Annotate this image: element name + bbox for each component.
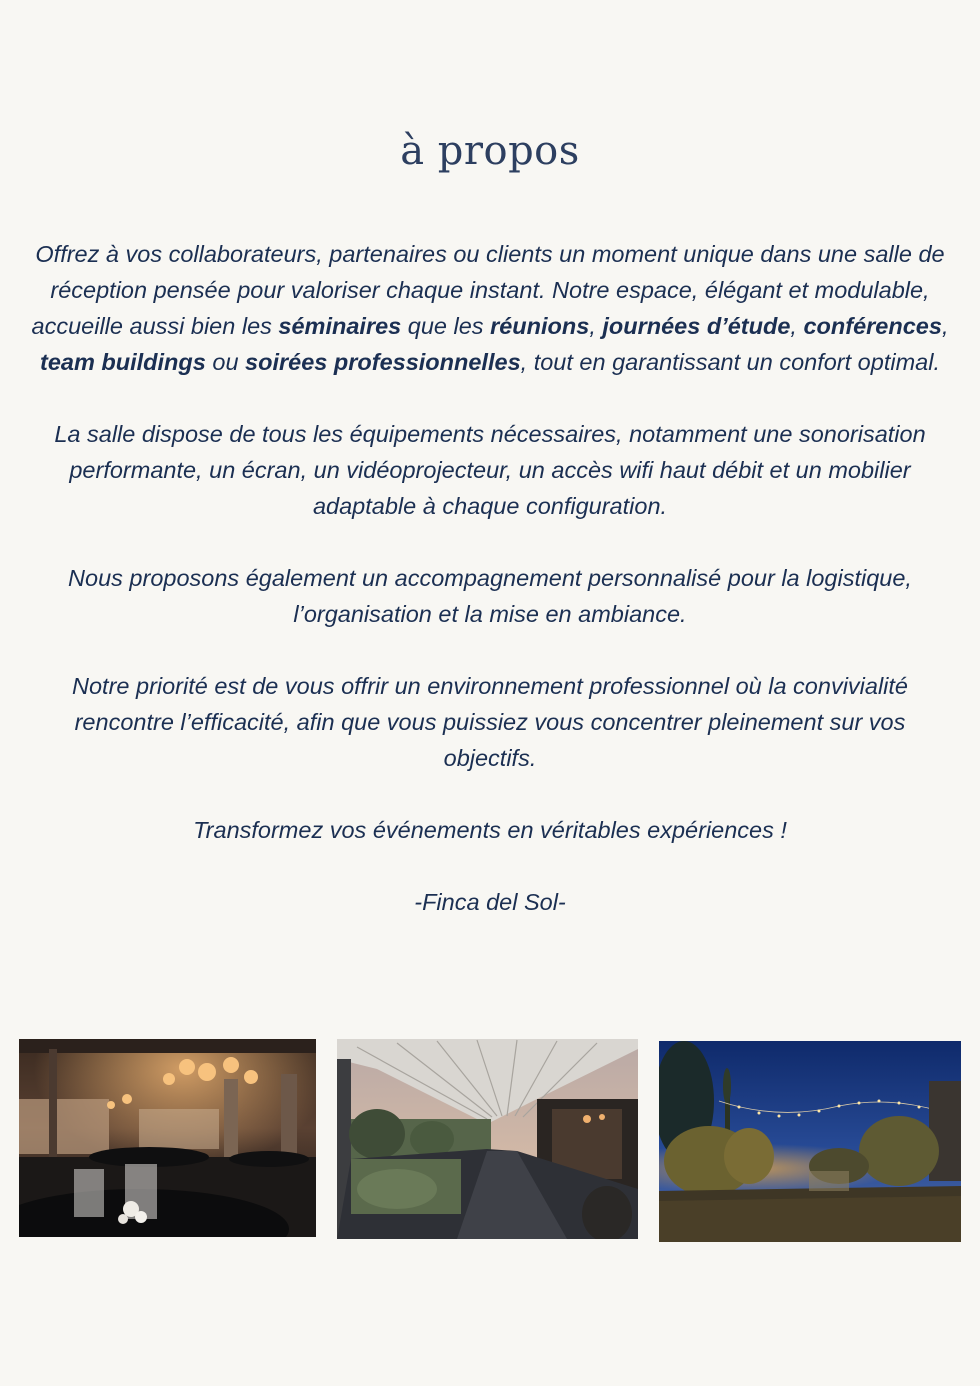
text-span: , tout en garantissant un confort optimal.: [520, 349, 940, 375]
photo-reception-hall-image: [19, 1039, 316, 1237]
photo-night-garden-image: [659, 1041, 961, 1242]
text-span: ,: [589, 313, 603, 339]
photo-covered-terrace: [337, 1039, 638, 1239]
signature: -Finca del Sol-: [414, 889, 566, 915]
page-title: à propos: [400, 128, 580, 174]
highlight-journees-etude: journées d’étude: [602, 313, 791, 339]
tagline-paragraph: Transformez vos événements en véritables expériences !: [193, 817, 787, 843]
about-text: [30, 236, 950, 956]
highlight-team-buildings: team buildings: [40, 349, 206, 375]
text-span: ,: [790, 313, 804, 339]
text-span: Offrez à vos collaborateurs, partenaires ou clients un moment unique dans une salle de réception pensée pour valoriser chaque instant. Notre espace, élégant et modulable, accueille aussi bien les: [31, 241, 945, 339]
photo-night-garden: [659, 1041, 961, 1242]
photo-covered-terrace-image: [337, 1039, 638, 1239]
highlight-conferences: conférences: [803, 313, 942, 339]
priority-paragraph: Notre priorité est de vous offrir un environnement professionnel où la convivialité rencontre l’efficacité, afin que vous puissiez vous concentrer pleinement sur vos objectifs.: [72, 673, 908, 771]
highlight-reunions: réunions: [490, 313, 590, 339]
support-paragraph: Nous proposons également un accompagnement personnalisé pour la logistique, l’organisation et la mise en ambiance.: [68, 565, 912, 627]
highlight-soirees: soirées professionnelles: [245, 349, 521, 375]
text-span: ,: [941, 313, 949, 339]
highlight-seminaires: séminaires: [278, 313, 402, 339]
text-span: ou: [205, 349, 246, 375]
equipment-paragraph: La salle dispose de tous les équipements nécessaires, notamment une sonorisation performante, un écran, un vidéoprojecteur, un accès wifi haut débit et un mobilier adaptable à chaque configuration.: [54, 421, 926, 519]
photo-reception-hall: [19, 1039, 316, 1237]
intro-paragraph: [30, 236, 950, 380]
text-span: que les: [401, 313, 491, 339]
